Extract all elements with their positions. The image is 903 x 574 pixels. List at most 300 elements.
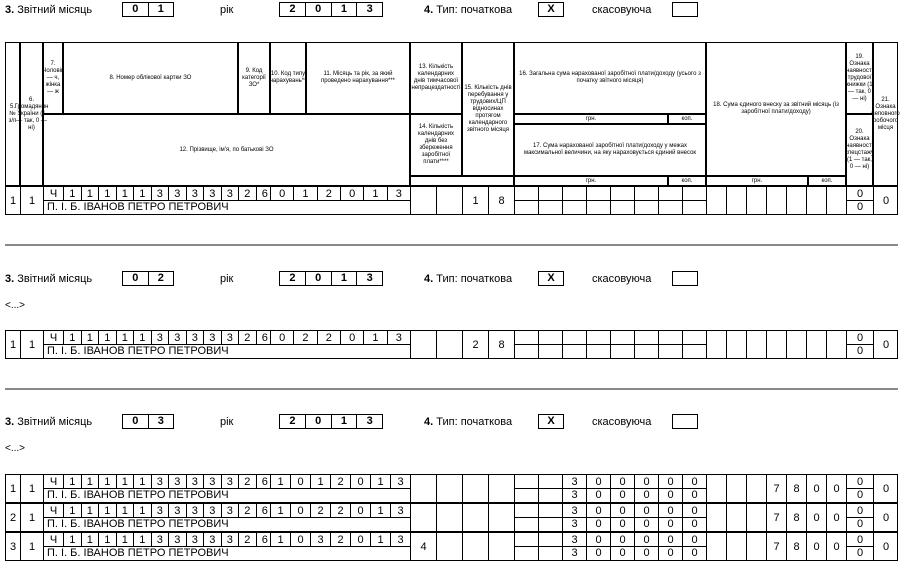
period-digit-cell[interactable]: 0 [270, 331, 293, 344]
unpaid-days-cell[interactable] [436, 187, 462, 214]
max-digit-cell[interactable] [586, 200, 610, 214]
card-digit-cell[interactable]: 1 [81, 504, 99, 517]
col-header-20: 20. Ознака наявності спецстажу (1 — так, 0 — ні) [846, 114, 873, 186]
max-digit-cell[interactable]: 0 [586, 546, 610, 560]
card-digit-cell[interactable]: 1 [133, 504, 151, 517]
total-digit-cell[interactable] [682, 187, 706, 200]
total-digit-cell[interactable]: 0 [682, 504, 706, 517]
card-digit-cell[interactable]: 3 [186, 533, 204, 546]
total-digit-cell[interactable]: 0 [586, 533, 610, 546]
max-digit-cell[interactable]: 0 [634, 546, 658, 560]
max-digit-cell[interactable]: 0 [682, 546, 706, 560]
contribution-digit-cell[interactable] [706, 504, 726, 531]
contribution-digit-cell[interactable] [726, 533, 746, 560]
card-digit-cell[interactable]: 1 [63, 475, 81, 488]
period-digit-cell[interactable]: 0 [270, 187, 293, 200]
contribution-digit-cell[interactable] [826, 331, 846, 358]
period-digit-cell[interactable]: 2 [317, 331, 340, 344]
card-digit-cell[interactable]: 2 [238, 533, 256, 546]
max-digit-cell[interactable] [586, 344, 610, 358]
section-divider [5, 244, 898, 246]
max-digit-cell[interactable] [658, 344, 682, 358]
total-digit-cell[interactable]: 0 [658, 475, 682, 488]
sex-cell[interactable]: Ч [43, 331, 63, 344]
sick-days-cell[interactable] [410, 504, 436, 531]
sex-cell[interactable]: Ч [43, 187, 63, 200]
citizen-cell[interactable]: 1 [20, 187, 43, 214]
month-box[interactable]: 0 1 [122, 2, 174, 17]
unpaid-days-cell[interactable] [436, 504, 462, 531]
employee-name[interactable]: П. І. Б. ІВАНОВ ПЕТРО ПЕТРОВИЧ [47, 345, 229, 357]
contribution-digit-cell[interactable] [746, 504, 766, 531]
amount-divider [514, 546, 706, 547]
period-digit-cell[interactable]: 2 [293, 331, 316, 344]
total-digit-cell[interactable]: 0 [634, 504, 658, 517]
month-label: 3. Звітний місяць [5, 4, 93, 16]
card-digit-cell[interactable]: 1 [63, 187, 81, 200]
card-digit-cell[interactable]: 3 [203, 504, 221, 517]
col-header-17: 17. Сума нарахованої заробітної плати/доходу у межах максимальної величини, на яку нараховується єдиний внесок [514, 124, 706, 176]
card-digit-cell[interactable]: 3 [221, 504, 239, 517]
citizen-cell[interactable]: 1 [20, 331, 43, 358]
max-digit-cell[interactable] [634, 200, 658, 214]
total-digit-cell[interactable] [586, 331, 610, 344]
card-digit-cell[interactable]: 6 [256, 504, 274, 517]
employee-name[interactable]: П. І. Б. ІВАНОВ ПЕТРО ПЕТРОВИЧ [47, 547, 229, 559]
max-digit-cell[interactable] [538, 517, 562, 531]
part-time-cell[interactable]: 0 [873, 475, 898, 502]
total-digit-cell[interactable] [658, 187, 682, 200]
days-prefix-cell[interactable] [462, 504, 488, 531]
type-label: 4. Тип: початкова [424, 416, 513, 428]
contribution-digit-cell[interactable] [726, 331, 746, 358]
part-time-cell[interactable]: 0 [873, 533, 898, 560]
contribution-digit-cell[interactable]: 0 [806, 504, 826, 531]
row-number-cell[interactable]: 1 [5, 331, 20, 358]
table-row [5, 474, 898, 503]
period-digit-cell[interactable]: 2 [330, 475, 350, 488]
initial-type-box[interactable]: X [538, 2, 564, 17]
card-digit-cell[interactable]: 1 [98, 331, 116, 344]
days-prefix-cell[interactable]: 2 [462, 331, 488, 358]
employee-name[interactable]: П. І. Б. ІВАНОВ ПЕТРО ПЕТРОВИЧ [47, 489, 229, 501]
contribution-digit-cell[interactable]: 8 [786, 475, 806, 502]
total-digit-cell[interactable]: 0 [634, 475, 658, 488]
contribution-digit-cell[interactable] [746, 331, 766, 358]
contribution-digit-cell[interactable] [706, 187, 726, 214]
total-digit-cell[interactable] [538, 475, 562, 488]
contribution-digit-cell[interactable]: 0 [806, 533, 826, 560]
contribution-digit-cell[interactable] [766, 331, 786, 358]
sex-cell[interactable]: Ч [43, 504, 63, 517]
days-cell[interactable]: 8 [488, 187, 514, 214]
contribution-digit-cell[interactable] [726, 504, 746, 531]
days-prefix-cell[interactable] [462, 533, 488, 560]
contribution-digit-cell[interactable]: 8 [786, 504, 806, 531]
card-digit-cell[interactable]: 1 [133, 187, 151, 200]
employee-name[interactable]: П. І. Б. ІВАНОВ ПЕТРО ПЕТРОВИЧ [47, 201, 229, 213]
total-digit-cell[interactable] [514, 475, 538, 488]
max-digit-cell[interactable]: 3 [562, 517, 586, 531]
card-digit-cell[interactable]: 3 [186, 475, 204, 488]
max-digit-cell[interactable] [538, 344, 562, 358]
year-label: рік [220, 416, 234, 428]
contribution-digit-cell[interactable] [706, 533, 726, 560]
card-digit-cell[interactable]: 2 [238, 504, 256, 517]
citizen-cell[interactable]: 1 [20, 533, 43, 560]
row-number-cell[interactable]: 2 [5, 504, 20, 531]
card-digit-cell[interactable]: 1 [116, 475, 134, 488]
card-digit-cell[interactable]: 3 [151, 475, 169, 488]
max-digit-cell[interactable] [610, 200, 634, 214]
period-digit-cell[interactable]: 1 [270, 533, 290, 546]
card-digit-cell[interactable]: 6 [256, 533, 274, 546]
contribution-digit-cell[interactable]: 0 [806, 475, 826, 502]
cancel-type-box[interactable] [672, 414, 698, 429]
max-digit-cell[interactable]: 0 [682, 488, 706, 502]
max-digit-cell[interactable] [538, 488, 562, 502]
period-digit-cell[interactable]: 3 [390, 475, 410, 488]
period-digit-cell[interactable]: 1 [370, 533, 390, 546]
total-digit-cell[interactable]: 0 [682, 475, 706, 488]
name-cell-border [43, 546, 44, 560]
unpaid-days-cell[interactable] [436, 475, 462, 502]
card-digit-cell[interactable]: 1 [98, 533, 116, 546]
card-digit-cell[interactable]: 1 [81, 533, 99, 546]
total-digit-cell[interactable] [538, 331, 562, 344]
period-digit-cell[interactable]: 3 [387, 331, 410, 344]
total-digit-cell[interactable] [538, 504, 562, 517]
max-digit-cell[interactable]: 0 [610, 546, 634, 560]
total-digit-cell[interactable] [610, 187, 634, 200]
unpaid-days-cell[interactable] [436, 533, 462, 560]
flag-divider [846, 344, 873, 345]
month-box[interactable]: 0 2 [122, 271, 174, 286]
card-digit-cell[interactable]: 3 [221, 533, 239, 546]
contribution-digit-cell[interactable]: 7 [766, 475, 786, 502]
row-number-cell[interactable]: 3 [5, 533, 20, 560]
year-box[interactable]: 2 0 1 3 [279, 2, 383, 17]
contribution-digit-cell[interactable] [806, 331, 826, 358]
days-prefix-cell[interactable]: 1 [462, 187, 488, 214]
max-digit-cell[interactable] [682, 200, 706, 214]
total-digit-cell[interactable] [634, 331, 658, 344]
card-digit-cell[interactable]: 3 [203, 533, 221, 546]
period-digit-cell[interactable]: 1 [293, 187, 316, 200]
contribution-digit-cell[interactable]: 7 [766, 504, 786, 531]
period-digit-cell[interactable]: 3 [390, 504, 410, 517]
card-digit-cell[interactable]: 3 [168, 331, 186, 344]
total-digit-cell[interactable]: 0 [634, 533, 658, 546]
work-book-cell[interactable]: 0 [846, 475, 873, 488]
card-digit-cell[interactable]: 3 [221, 187, 239, 200]
contribution-digit-cell[interactable]: 7 [766, 533, 786, 560]
col-header-13: 13. Кількість календарних днів тимчасової непрацездатності [410, 42, 462, 114]
max-digit-cell[interactable] [562, 344, 586, 358]
card-digit-cell[interactable]: 3 [151, 331, 169, 344]
special-exp-cell[interactable]: 0 [846, 200, 873, 214]
month-label: 3. Звітний місяць [5, 273, 93, 285]
card-digit-cell[interactable]: 3 [221, 475, 239, 488]
period-digit-cell[interactable]: 0 [290, 475, 310, 488]
period-digit-cell[interactable]: 2 [310, 504, 330, 517]
total-digit-cell[interactable] [610, 331, 634, 344]
special-exp-cell[interactable]: 0 [846, 517, 873, 531]
max-digit-cell[interactable] [658, 200, 682, 214]
total-digit-cell[interactable]: 0 [610, 504, 634, 517]
max-digit-cell[interactable] [610, 344, 634, 358]
card-digit-cell[interactable]: 1 [116, 504, 134, 517]
work-book-cell[interactable]: 0 [846, 533, 873, 546]
max-digit-cell[interactable]: 0 [634, 488, 658, 502]
period-digit-cell[interactable]: 1 [270, 475, 290, 488]
days-cell[interactable]: 8 [488, 331, 514, 358]
special-exp-cell[interactable]: 0 [846, 546, 873, 560]
card-digit-cell[interactable]: 1 [116, 533, 134, 546]
max-digit-cell[interactable]: 0 [586, 517, 610, 531]
card-digit-cell[interactable]: 1 [98, 504, 116, 517]
period-digit-cell[interactable]: 0 [340, 331, 363, 344]
card-digit-cell[interactable]: 3 [151, 187, 169, 200]
period-digit-cell[interactable]: 1 [310, 475, 330, 488]
contribution-digit-cell[interactable]: 0 [826, 533, 846, 560]
card-digit-cell[interactable]: 3 [168, 533, 186, 546]
max-digit-cell[interactable]: 0 [634, 517, 658, 531]
card-digit-cell[interactable]: 2 [238, 187, 256, 200]
work-book-cell[interactable]: 0 [846, 187, 873, 200]
card-digit-cell[interactable]: 1 [63, 504, 81, 517]
sick-days-cell[interactable] [410, 187, 436, 214]
sick-days-cell[interactable]: 4 [410, 533, 436, 560]
contribution-digit-cell[interactable] [726, 187, 746, 214]
name-cell-border [43, 200, 44, 214]
part-time-cell[interactable]: 0 [873, 504, 898, 531]
total-digit-cell[interactable] [658, 331, 682, 344]
days-cell[interactable] [488, 533, 514, 560]
period-digit-cell[interactable]: 2 [317, 187, 340, 200]
initial-type-box[interactable]: X [538, 271, 564, 286]
max-digit-cell[interactable] [538, 200, 562, 214]
special-exp-cell[interactable]: 0 [846, 488, 873, 502]
total-digit-cell[interactable]: 3 [562, 475, 586, 488]
contribution-digit-cell[interactable] [746, 187, 766, 214]
total-digit-cell[interactable] [514, 504, 538, 517]
card-digit-cell[interactable]: 3 [168, 187, 186, 200]
work-book-cell[interactable]: 0 [846, 331, 873, 344]
col-header-17-kop: коп. [668, 176, 706, 186]
col-header-18-uah: грн. [706, 176, 808, 186]
total-digit-cell[interactable] [562, 187, 586, 200]
card-digit-cell[interactable]: 6 [256, 475, 274, 488]
initial-type-box[interactable]: X [538, 414, 564, 429]
max-digit-cell[interactable]: 3 [562, 488, 586, 502]
days-prefix-cell[interactable] [462, 475, 488, 502]
card-digit-cell[interactable]: 3 [168, 504, 186, 517]
max-digit-cell[interactable] [514, 200, 538, 214]
card-digit-cell[interactable]: 1 [133, 331, 151, 344]
period-digit-cell[interactable]: 2 [330, 533, 350, 546]
total-digit-cell[interactable] [514, 331, 538, 344]
contribution-digit-cell[interactable]: 0 [826, 504, 846, 531]
card-digit-cell[interactable]: 1 [81, 475, 99, 488]
card-digit-cell[interactable]: 1 [81, 187, 99, 200]
total-digit-cell[interactable] [538, 533, 562, 546]
unpaid-days-cell[interactable] [436, 331, 462, 358]
flag-divider [846, 200, 873, 201]
total-digit-cell[interactable] [634, 187, 658, 200]
max-digit-cell[interactable] [514, 517, 538, 531]
total-digit-cell[interactable] [682, 331, 706, 344]
max-digit-cell[interactable]: 0 [610, 517, 634, 531]
card-digit-cell[interactable]: 6 [256, 187, 274, 200]
card-digit-cell[interactable]: 1 [63, 533, 81, 546]
card-digit-cell[interactable]: 1 [63, 331, 81, 344]
card-digit-cell[interactable]: 3 [186, 504, 204, 517]
total-digit-cell[interactable]: 0 [610, 533, 634, 546]
card-digit-cell[interactable]: 1 [133, 533, 151, 546]
max-digit-cell[interactable]: 0 [682, 517, 706, 531]
sex-cell[interactable]: Ч [43, 533, 63, 546]
card-digit-cell[interactable]: 2 [238, 331, 256, 344]
total-digit-cell[interactable] [514, 187, 538, 200]
part-time-cell[interactable]: 0 [873, 331, 898, 358]
max-digit-cell[interactable]: 0 [658, 517, 682, 531]
period-digit-cell[interactable]: 3 [387, 187, 410, 200]
card-digit-cell[interactable]: 3 [151, 504, 169, 517]
total-digit-cell[interactable]: 0 [610, 475, 634, 488]
table-row [5, 186, 898, 215]
max-digit-cell[interactable] [514, 488, 538, 502]
days-cell[interactable] [488, 475, 514, 502]
card-digit-cell[interactable]: 3 [203, 331, 221, 344]
contribution-digit-cell[interactable] [806, 187, 826, 214]
cancel-type-box[interactable] [672, 271, 698, 286]
type-label: 4. Тип: початкова [424, 4, 513, 16]
total-digit-cell[interactable] [562, 331, 586, 344]
card-digit-cell[interactable]: 6 [256, 331, 274, 344]
max-digit-cell[interactable] [634, 344, 658, 358]
citizen-cell[interactable]: 1 [20, 504, 43, 531]
col-header-14: 14. Кількість календарних днів без збереження заробітної плати**** [410, 114, 462, 176]
contribution-digit-cell[interactable] [766, 187, 786, 214]
card-digit-cell[interactable]: 1 [116, 187, 134, 200]
work-book-cell[interactable]: 0 [846, 504, 873, 517]
col-header-18-kop: коп. [808, 176, 846, 186]
period-digit-cell[interactable]: 1 [370, 475, 390, 488]
total-digit-cell[interactable]: 3 [562, 533, 586, 546]
sex-cell[interactable]: Ч [43, 475, 63, 488]
contribution-digit-cell[interactable] [726, 475, 746, 502]
card-digit-cell[interactable]: 3 [186, 187, 204, 200]
period-digit-cell[interactable]: 1 [363, 331, 386, 344]
card-digit-cell[interactable]: 1 [116, 331, 134, 344]
card-digit-cell[interactable]: 3 [168, 475, 186, 488]
period-digit-cell[interactable]: 0 [290, 533, 310, 546]
max-digit-cell[interactable]: 3 [562, 546, 586, 560]
period-digit-cell[interactable]: 2 [330, 504, 350, 517]
period-digit-cell[interactable]: 0 [350, 533, 370, 546]
period-digit-cell[interactable]: 1 [370, 504, 390, 517]
max-digit-cell[interactable] [514, 344, 538, 358]
total-digit-cell[interactable]: 0 [586, 504, 610, 517]
card-digit-cell[interactable]: 3 [151, 533, 169, 546]
contribution-digit-cell[interactable]: 0 [826, 475, 846, 502]
total-digit-cell[interactable]: 0 [586, 475, 610, 488]
contribution-digit-cell[interactable]: 8 [786, 533, 806, 560]
days-cell[interactable] [488, 504, 514, 531]
total-digit-cell[interactable]: 0 [658, 504, 682, 517]
contribution-digit-cell[interactable] [786, 331, 806, 358]
special-exp-cell[interactable]: 0 [846, 344, 873, 358]
max-digit-cell[interactable] [514, 546, 538, 560]
max-digit-cell[interactable]: 0 [658, 488, 682, 502]
period-digit-cell[interactable]: 1 [270, 504, 290, 517]
sick-days-cell[interactable] [410, 475, 436, 502]
year-box[interactable]: 2 0 1 3 [279, 414, 383, 429]
ellipsis: <...> [5, 443, 26, 454]
contribution-digit-cell[interactable] [706, 331, 726, 358]
row-number-cell[interactable]: 1 [5, 187, 20, 214]
cancel-type-box[interactable] [672, 2, 698, 17]
total-digit-cell[interactable]: 3 [562, 504, 586, 517]
period-digit-cell[interactable]: 3 [310, 533, 330, 546]
month-box[interactable]: 0 3 [122, 414, 174, 429]
period-digit-cell[interactable]: 0 [290, 504, 310, 517]
contribution-digit-cell[interactable] [826, 187, 846, 214]
contribution-digit-cell[interactable] [746, 533, 766, 560]
card-digit-cell[interactable]: 3 [186, 331, 204, 344]
citizen-cell[interactable]: 1 [20, 475, 43, 502]
max-digit-cell[interactable]: 0 [658, 546, 682, 560]
card-digit-cell[interactable]: 3 [203, 187, 221, 200]
max-digit-cell[interactable] [538, 546, 562, 560]
period-digit-cell[interactable]: 0 [350, 504, 370, 517]
year-box[interactable]: 2 0 1 3 [279, 271, 383, 286]
max-digit-cell[interactable] [682, 344, 706, 358]
card-digit-cell[interactable]: 1 [81, 331, 99, 344]
total-digit-cell[interactable] [514, 533, 538, 546]
col-header-8: 8. Номер облікової картки ЗО [63, 42, 238, 114]
employee-name[interactable]: П. І. Б. ІВАНОВ ПЕТРО ПЕТРОВИЧ [47, 518, 229, 530]
max-digit-cell[interactable]: 0 [586, 488, 610, 502]
total-digit-cell[interactable]: 0 [658, 533, 682, 546]
period-digit-cell[interactable]: 0 [350, 475, 370, 488]
card-digit-cell[interactable]: 1 [98, 475, 116, 488]
cancel-label: скасовуюча [592, 4, 652, 16]
card-digit-cell[interactable]: 1 [98, 187, 116, 200]
contribution-digit-cell[interactable] [746, 475, 766, 502]
part-time-cell[interactable]: 0 [873, 187, 898, 214]
total-digit-cell[interactable] [538, 187, 562, 200]
max-digit-cell[interactable] [562, 200, 586, 214]
period-digit-cell[interactable]: 0 [340, 187, 363, 200]
amount-divider [514, 488, 706, 489]
card-digit-cell[interactable]: 3 [203, 475, 221, 488]
contribution-digit-cell[interactable] [706, 475, 726, 502]
row-number-cell[interactable]: 1 [5, 475, 20, 502]
total-digit-cell[interactable]: 0 [682, 533, 706, 546]
total-digit-cell[interactable] [586, 187, 610, 200]
max-digit-cell[interactable]: 0 [610, 488, 634, 502]
col-header-17-uah: грн. [514, 176, 668, 186]
period-digit-cell[interactable]: 3 [390, 533, 410, 546]
contribution-digit-cell[interactable] [786, 187, 806, 214]
sick-days-cell[interactable] [410, 331, 436, 358]
period-digit-cell[interactable]: 1 [363, 187, 386, 200]
card-digit-cell[interactable]: 1 [133, 475, 151, 488]
card-digit-cell[interactable]: 2 [238, 475, 256, 488]
card-digit-cell[interactable]: 3 [221, 331, 239, 344]
